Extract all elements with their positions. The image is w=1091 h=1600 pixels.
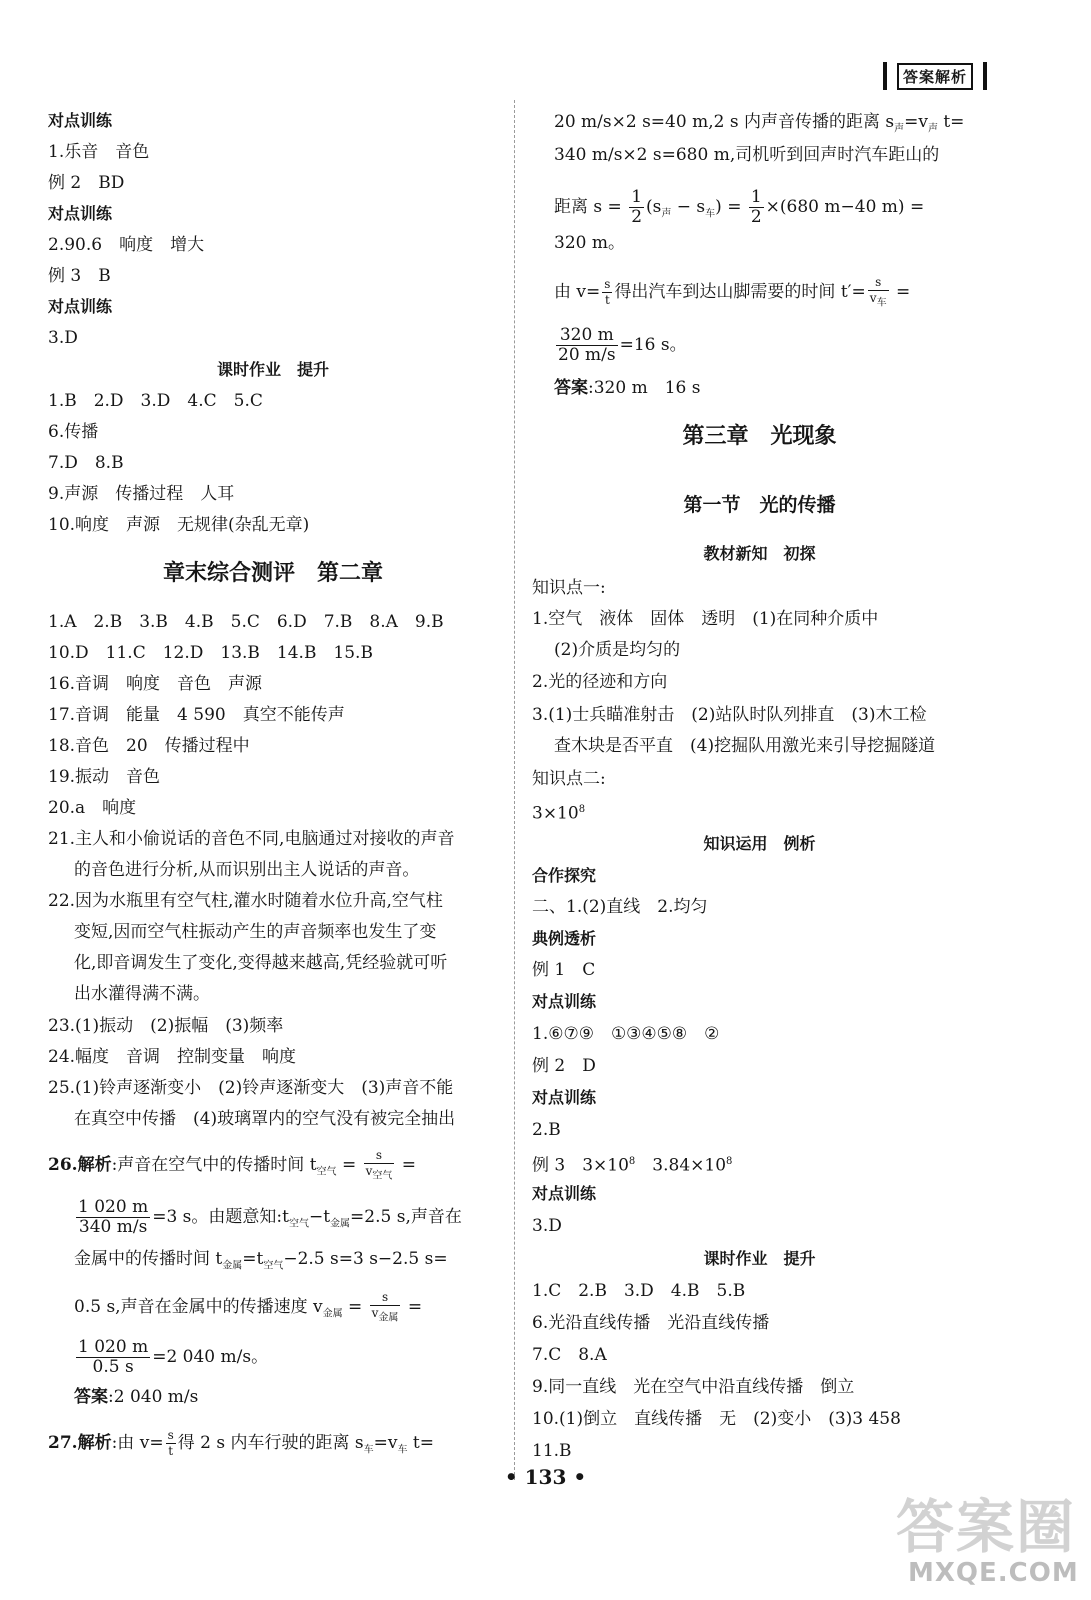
- line: 17.音调 能量 4 590 真空不能传声: [48, 705, 345, 725]
- fraction: $\frac{1}{2}$: [631, 187, 643, 227]
- watermark-url: MXQE.COM: [908, 1558, 1079, 1588]
- line: 典例透析: [532, 929, 597, 948]
- column-divider: [514, 100, 515, 1480]
- fraction: $\frac{s}{t}$: [167, 1428, 174, 1458]
- watermark-text: 答案圈: [896, 1493, 1077, 1561]
- line: 2.90.6 响度 增大: [48, 235, 205, 255]
- line: 化,即音调发生了变化,变得越来越高,凭经验就可听: [74, 953, 448, 973]
- line: 变短,因而空气柱振动产生的声音频率也发生了变: [74, 922, 437, 942]
- answer-line: 答案:2 040 m/s: [74, 1387, 199, 1407]
- formula-line: 20 m/s×2 s=40 m,2 s 内声音传播的距离 $s_声=v_声$ t=: [554, 112, 965, 135]
- line: 3.D: [48, 328, 78, 348]
- line: 3.(1)士兵瞄准射击 (2)站队时队列排直 (3)木工检: [532, 705, 927, 725]
- line: 对点训练: [532, 1088, 597, 1107]
- section-heading: 课时作业 提升: [703, 1249, 816, 1268]
- answer-line: 答案:320 m 16 s: [554, 378, 701, 398]
- line: 10.D 11.C 12.D 13.B 14.B 15.B: [48, 643, 373, 663]
- header-tag-label: 答案解析: [897, 63, 973, 90]
- line: 知识点二:: [532, 769, 606, 789]
- line: 6.传播: [48, 422, 99, 442]
- formula-line: 由 v= $\frac{s}{t}$ 得出汽车到达山脚需要的时间 t′= $\frac{s}{v_车}$ =: [554, 275, 911, 309]
- formula-line: 距离 s = $\frac{1}{2}$ $(s_声 - s_车)$ = $\frac{1}{2}$ ×(680 m−40 m) =: [554, 187, 925, 227]
- line: 25.(1)铃声逐渐变小 (2)铃声逐渐变大 (3)声音不能: [48, 1078, 454, 1098]
- formula-line: 26.解析:声音在空气中的传播时间 $t_{空气}$ = $\frac{s}{v_{空气}}$ =: [48, 1148, 417, 1182]
- line: 1.A 2.B 3.B 4.B 5.C 6.D 7.B 8.A 9.B: [48, 612, 444, 632]
- line: 知识点一:: [532, 578, 606, 598]
- line: 例 3 $3\times 10^8$ $3.84\times 10^8$: [532, 1155, 733, 1176]
- line: 例 1 C: [532, 960, 596, 980]
- line: 3.D: [532, 1216, 562, 1236]
- line: 例 2 D: [532, 1056, 596, 1076]
- line: 7.D 8.B: [48, 453, 124, 473]
- line: 例 2 BD: [48, 173, 125, 193]
- line: 对点训练: [532, 1184, 597, 1203]
- fraction: $\frac{s}{v_{金属}}$: [371, 1290, 399, 1324]
- section-heading: 知识运用 例析: [703, 834, 816, 853]
- line: 18.音色 20 传播过程中: [48, 736, 250, 756]
- line: 对点训练: [48, 297, 113, 316]
- line: 1.B 2.D 3.D 4.C 5.C: [48, 391, 263, 411]
- line: $3\times 10^8$: [532, 803, 586, 824]
- formula-line: $\frac{1 020 m}{0.5 s}$ =2 040 m/s。: [78, 1337, 269, 1377]
- line: 合作探究: [532, 866, 597, 885]
- line: 1.空气 液体 固体 透明 (1)在同种介质中: [532, 609, 879, 629]
- fraction: $\frac{1 020 m}{340 m/s}$: [78, 1197, 149, 1237]
- line: 340 m/s×2 s=680 m,司机听到回声时汽车距山的: [554, 145, 940, 165]
- page-number: • 133 •: [504, 1465, 587, 1489]
- line: 例 3 B: [48, 266, 111, 286]
- line: 6.光沿直线传播 光沿直线传播: [532, 1313, 770, 1333]
- line: 对点训练: [532, 992, 597, 1011]
- chapter-heading: 章末综合测评 第二章: [162, 561, 383, 586]
- chapter-heading: 第三章 光现象: [682, 424, 837, 449]
- line: (2)介质是均匀的: [554, 640, 681, 660]
- fraction: $\frac{s}{t}$: [604, 277, 611, 308]
- line: 2.光的径迹和方向: [532, 672, 668, 692]
- line: 1.C 2.B 3.D 4.B 5.B: [532, 1281, 746, 1301]
- fraction: $\frac{1}{2}$: [750, 187, 762, 227]
- line: 20.a 响度: [48, 798, 137, 818]
- line: 的音色进行分析,从而识别出主人说话的声音。: [74, 860, 420, 880]
- fraction: $\frac{320 m}{20 m/s}$: [558, 325, 616, 365]
- line: 对点训练: [48, 111, 113, 130]
- line: 9.同一直线 光在空气中沿直线传播 倒立: [532, 1377, 855, 1397]
- line: 1.乐音 音色: [48, 142, 150, 162]
- line: 19.振动 音色: [48, 767, 161, 787]
- line: 查木块是否平直 (4)挖掘队用激光来引导挖掘隧道: [554, 736, 936, 756]
- line: 7.C 8.A: [532, 1345, 607, 1365]
- line: 9.声源 传播过程 人耳: [48, 484, 235, 504]
- line: 21.主人和小偷说话的音色不同,电脑通过对接收的声音: [48, 829, 455, 849]
- fraction: $\frac{s}{v_车}$: [869, 275, 887, 309]
- formula-line: $\frac{320 m}{20 m/s}$ =16 s。: [558, 325, 687, 365]
- line: 10.响度 声源 无规律(杂乱无章): [48, 515, 310, 535]
- line: 1.⑥⑦⑨ ①③④⑤⑧ ②: [532, 1024, 720, 1044]
- section-heading: 课时作业 提升: [216, 360, 329, 379]
- section-heading: 教材新知 初探: [703, 544, 816, 563]
- fraction: $\frac{s}{v_{空气}}$: [365, 1148, 393, 1182]
- line: 23.(1)振动 (2)振幅 (3)频率: [48, 1016, 284, 1036]
- fraction: $\frac{1 020 m}{0.5 s}$: [78, 1337, 149, 1377]
- line: 11.B: [532, 1441, 572, 1461]
- line: 16.音调 响度 音色 声源: [48, 674, 263, 694]
- line: 出水灌得满不满。: [74, 984, 210, 1004]
- section-title: 第一节 光的传播: [683, 494, 836, 516]
- label: 26.解析: [48, 1155, 112, 1176]
- formula-line: $\frac{1 020 m}{340 m/s}$ =3 s。由题意知$:t_{空气}-t_{金属}=2.5$ s,声音在: [78, 1197, 462, 1237]
- formula-line: 27.解析:由 v= $\frac{s}{t}$ 得 2 s 内车行驶的距离 $s_车=v_车$ t=: [48, 1428, 434, 1458]
- line: 二、1.(2)直线 2.均匀: [532, 897, 708, 917]
- header-tag: [883, 62, 987, 90]
- line: 在真空中传播 (4)玻璃罩内的空气没有被完全抽出: [74, 1109, 456, 1129]
- line: 320 m。: [554, 233, 625, 253]
- formula-line: 0.5 s,声音在金属中的传播速度 $v_{金属}$ = $\frac{s}{v_{金属}}$ =: [74, 1290, 423, 1324]
- formula-line: 金属中的传播时间 $t_{金属}=t_{空气}-2.5$ s=3 s−2.5 s=: [74, 1249, 448, 1272]
- line: 24.幅度 音调 控制变量 响度: [48, 1047, 297, 1067]
- line: 对点训练: [48, 204, 113, 223]
- line: 22.因为水瓶里有空气柱,灌水时随着水位升高,空气柱: [48, 891, 443, 911]
- line: 10.(1)倒立 直线传播 无 (2)变小 (3)3 458: [532, 1409, 901, 1429]
- line: 2.B: [532, 1120, 561, 1140]
- watermark-logo: [896, 1480, 1086, 1590]
